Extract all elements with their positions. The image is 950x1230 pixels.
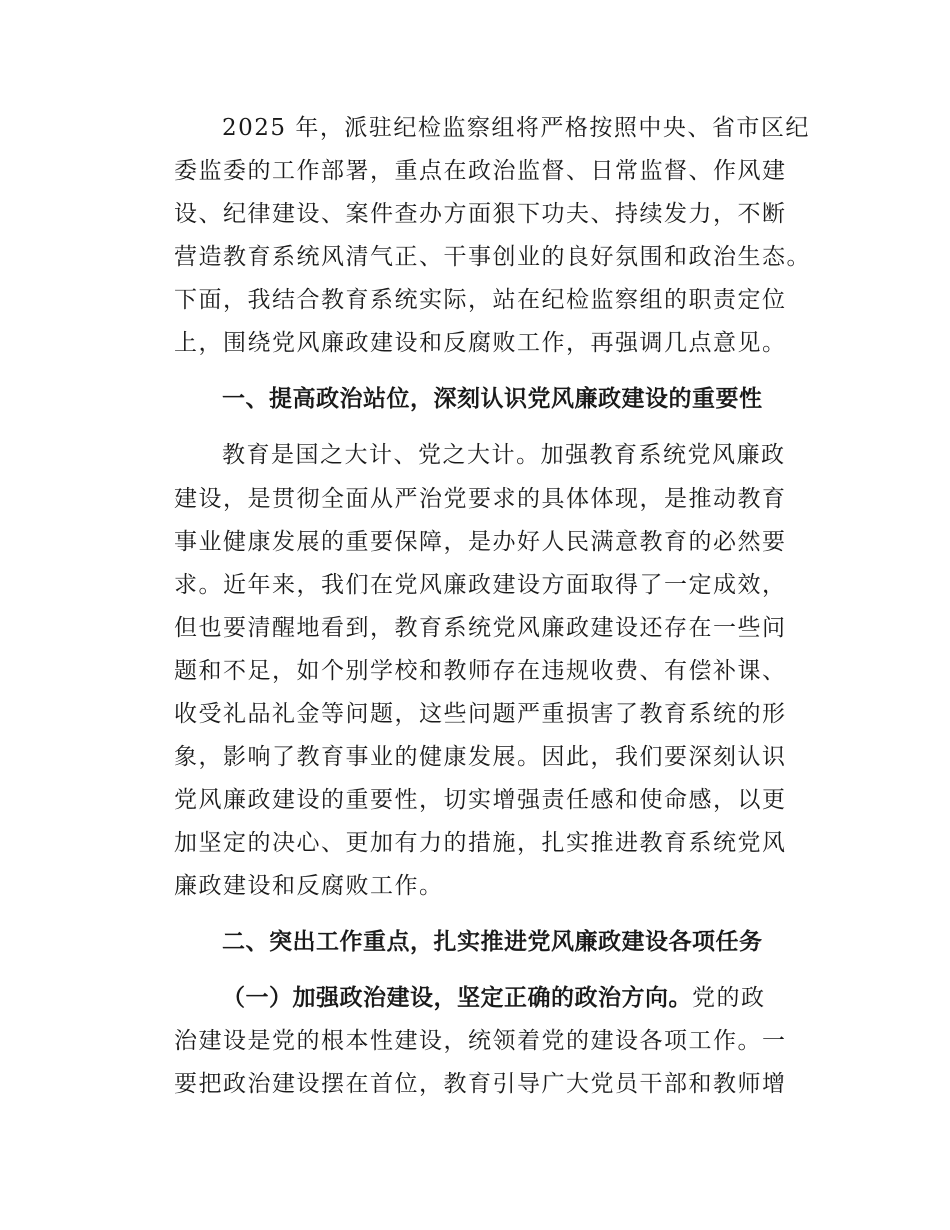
section-1-line-4: 求。近年来，我们在党风廉政建设方面取得了一定成效， (174, 572, 787, 598)
intro-line-5: 下面，我结合教育系统实际，站在纪检监察组的职责定位 (174, 287, 787, 313)
intro-line-3: 设、纪律建设、案件查办方面狠下功夫、持续发力，不断 (174, 201, 787, 227)
section-1-line-1: 教育是国之大计、党之大计。加强教育系统党风廉政 (222, 442, 786, 468)
section-1-heading: 一、提高政治站位，深刻认识党风廉政建设的重要性 (222, 386, 763, 412)
section-1-line-6: 题和不足，如个别学校和教师存在违规收费、有偿补课、 (174, 658, 787, 684)
section-2-sub-1-line-3: 要把政治建设摆在首位，教育引导广大党员干部和教师增 (174, 1071, 787, 1097)
section-1-line-7: 收受礼品礼金等问题，这些问题严重损害了教育系统的形 (174, 701, 787, 727)
intro-line-6: 上，围绕党风廉政建设和反腐败工作，再强调几点意见。 (174, 330, 787, 356)
section-1-line-10: 加坚定的决心、更加有力的措施，扎实推进教育系统党风 (174, 830, 787, 856)
intro-line-2: 委监委的工作部署，重点在政治监督、日常监督、作风建 (174, 158, 787, 184)
section-2-sub-1-title: （一）加强政治建设，坚定正确的政治方向。 (222, 985, 692, 1011)
intro-line-1: 2025 年，派驻纪检监察组将严格按照中央、省市区纪 (222, 115, 810, 141)
section-1-line-5: 但也要清醒地看到，教育系统党风廉政建设还存在一些问 (174, 615, 787, 641)
section-1-line-8: 象，影响了教育事业的健康发展。因此，我们要深刻认识 (174, 744, 787, 770)
section-2-heading: 二、突出工作重点，扎实推进党风廉政建设各项任务 (222, 929, 763, 955)
section-1-line-11: 廉政建设和反腐败工作。 (174, 873, 444, 899)
section-2-sub-1-line-2: 治建设是党的根本性建设，统领着党的建设各项工作。一 (174, 1028, 787, 1054)
section-2-sub-1-rest: 党的政 (692, 985, 766, 1011)
intro-line-4: 营造教育系统风清气正、干事创业的良好氛围和政治生态。 (174, 244, 811, 270)
section-1-line-2: 建设，是贯彻全面从严治党要求的具体体现，是推动教育 (174, 486, 787, 512)
section-2-sub-1-first-line (222, 983, 766, 1013)
section-1-line-9: 党风廉政建设的重要性，切实增强责任感和使命感，以更 (174, 787, 787, 813)
section-1-line-3: 事业健康发展的重要保障，是办好人民满意教育的必然要 (174, 529, 787, 555)
